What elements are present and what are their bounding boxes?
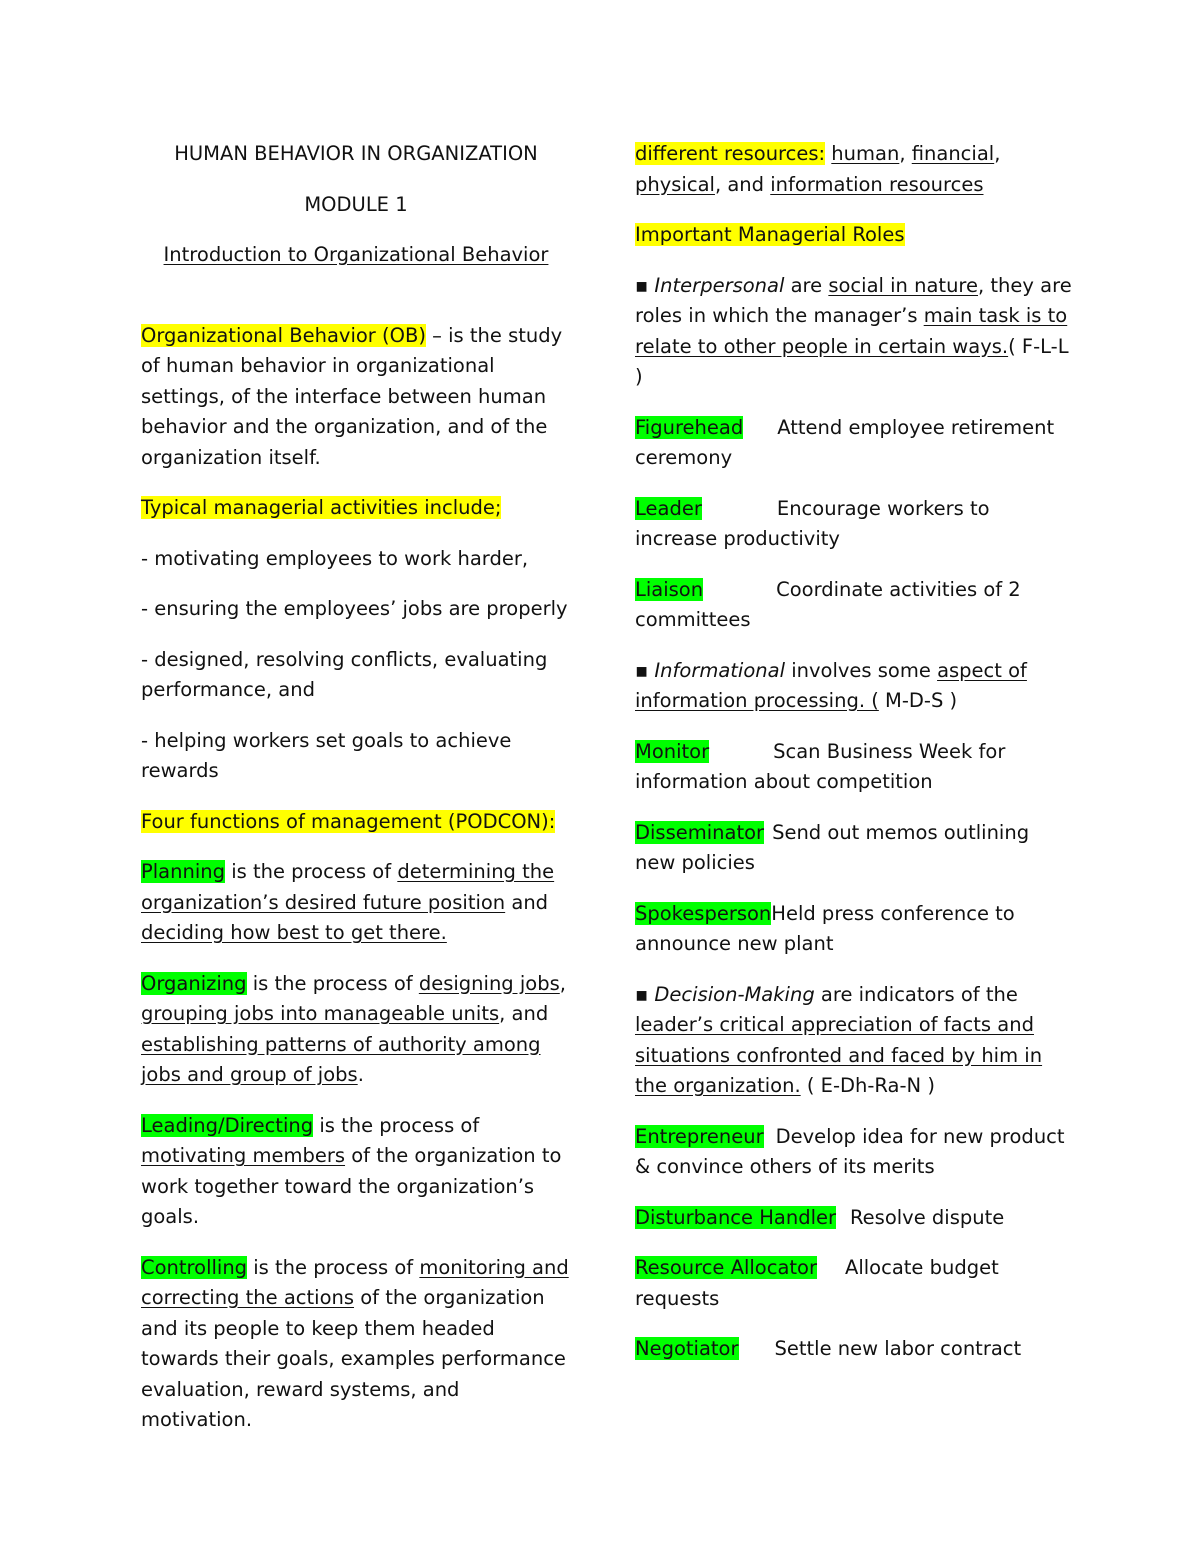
- function-planning: Planning is the process of determining the organization’s desired future position and deciding how best to get there.: [141, 860, 555, 944]
- controlling-term: Controlling: [141, 1255, 248, 1279]
- roles-heading: Important Managerial Roles: [635, 223, 905, 246]
- role-entry: [635, 575, 1075, 636]
- bullet-icon: ▪: [635, 658, 655, 682]
- role-example: Held press conference to announce new plant: [635, 901, 1015, 955]
- role-name: Disseminator: [635, 820, 765, 844]
- role-name: Disturbance Handler: [635, 1205, 836, 1229]
- role-name: Entrepreneur: [635, 1124, 764, 1148]
- role-entry: [635, 494, 1075, 555]
- role-entry: [635, 1253, 1075, 1314]
- ob-definition: Organizational Behavior (OB) – is the study of human behavior in organizational settings, of the interface between human behavior and the organization, and of the organization itself.: [141, 323, 563, 469]
- role-example: Attend employee retirement ceremony: [635, 415, 1055, 469]
- leading-term: Leading/Directing: [141, 1113, 314, 1137]
- document-subtitle: Introduction to Organizational Behavior: [163, 243, 549, 266]
- role-name: Monitor: [635, 739, 710, 763]
- interpersonal-definition: ▪ Interpersonal are social in nature, they are roles in which the manager’s main task is to relate to other people in certain ways.( F-L-L ): [635, 273, 1072, 388]
- role-entry: [635, 1203, 1075, 1234]
- role-example: Send out memos outlining new policies: [635, 820, 1030, 874]
- document-title: HUMAN BEHAVIOR IN ORGANIZATION: [174, 142, 538, 165]
- informational-definition: ▪ Informational involves some aspect of information processing. ( M-D-S ): [635, 658, 1027, 712]
- role-example: Resolve dispute: [850, 1205, 1005, 1229]
- typical-heading: Typical managerial activities include;: [141, 496, 502, 519]
- bullet-icon: ▪: [635, 273, 655, 297]
- role-example: Develop idea for new product & convince others of its merits: [635, 1124, 1065, 1178]
- activity-item: - helping workers set goals to achieve rewards: [141, 728, 512, 782]
- activity-item: - motivating employees to work harder,: [141, 546, 529, 570]
- role-example: Settle new labor contract: [774, 1337, 1022, 1360]
- activity-item: - ensuring the employees’ jobs are properly: [141, 597, 568, 620]
- role-entry: [635, 1122, 1075, 1183]
- role-name: Liaison: [635, 577, 704, 601]
- module-label: MODULE 1: [304, 192, 408, 216]
- activity-item: - designed, resolving conflicts, evaluating performance, and: [141, 647, 548, 701]
- role-name: Figurehead: [635, 415, 744, 439]
- role-name: Spokesperson: [635, 901, 772, 925]
- role-name: Resource Allocator: [635, 1256, 817, 1279]
- function-leading: Leading/Directing is the process of motivating members of the organization to work together toward the organization’s goals.: [141, 1113, 562, 1228]
- role-name: Negotiator: [635, 1337, 739, 1360]
- ob-term: Organizational Behavior (OB): [141, 323, 426, 347]
- role-entry: [635, 737, 1075, 798]
- resources-line: different resources: human, financial, physical, and information resources: [635, 142, 1001, 196]
- role-entry: [635, 818, 1075, 879]
- decisional-definition: ▪ Decision-Making are indicators of the leader’s critical appreciation of facts and situations confronted and faced by him in the organization. ( E-Dh-Ra-N ): [635, 982, 1043, 1097]
- role-example: Scan Business Week for information about competition: [635, 739, 1006, 793]
- function-controlling: Controlling is the process of monitoring and correcting the actions of the organization and its people to keep them headed towards their goals, examples performance evaluation, reward systems, and motivation.: [141, 1255, 569, 1431]
- organizing-term: Organizing: [141, 971, 247, 995]
- role-name: Leader: [635, 496, 702, 520]
- role-entry: [635, 413, 1075, 474]
- functions-heading: Four functions of management (PODCON):: [141, 809, 556, 833]
- planning-term: Planning: [141, 860, 225, 883]
- bullet-icon: ▪: [635, 982, 655, 1006]
- right-column: [635, 139, 1075, 1385]
- left-column: [141, 139, 571, 1456]
- role-entry: [635, 899, 1075, 960]
- role-example: Allocate budget requests: [635, 1256, 999, 1310]
- role-entry: [635, 1334, 1075, 1365]
- function-organizing: Organizing is the process of designing jobs, grouping jobs into manageable units, and establishing patterns of authority among jobs and group of jobs.: [141, 971, 566, 1086]
- role-example: Coordinate activities of 2 committees: [635, 577, 1021, 631]
- role-example: Encourage workers to increase productivity: [635, 496, 990, 550]
